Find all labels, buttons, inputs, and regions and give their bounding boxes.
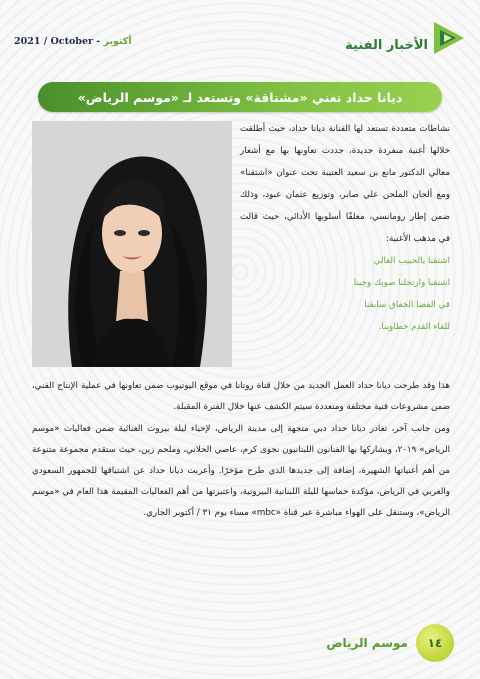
intro-paragraph: نشاطات متعددة تستعد لها الفنانة ديانا حداد، حيث أطلقت خلالها أغنية منفردة جديدة، جددت تعاونها بها مع أشعار معالي الدكتور مانع بن سعيد العتيبة تحت عنوان «اشتقنا» ومع ألحان الملحن علي صابر، وتوزيع عثمان عبود، وذلك ضمن إطار رومانسي، مغلفًا أسلوبها الأدائي، حيث قالت في مذهب الأغنية: — [240, 124, 450, 244]
page-header — [0, 14, 480, 64]
article-title: ديانا حداد تغني «مشتاقة» وتستعد لـ «موسم الرياض» — [77, 89, 403, 105]
song-lyrics — [240, 250, 450, 338]
portrait-illustration — [32, 121, 232, 367]
page-number-badge — [416, 624, 454, 662]
issue-date-arabic: أكتوبر — [103, 36, 132, 47]
brand-block — [345, 18, 468, 62]
article-body — [32, 376, 450, 524]
article-title-bar — [38, 82, 442, 112]
issue-date-latin: 2021 / October - — [14, 36, 104, 47]
section-label: موسم الرياض — [326, 636, 408, 650]
page-footer — [0, 620, 480, 670]
lyric-line: في الفضا الخفاق سابقنا — [364, 300, 450, 310]
issue-date — [14, 36, 132, 47]
lyric-line: للقاء القدم خطاوينا. — [378, 322, 450, 332]
page-number: ١٤ — [427, 636, 443, 650]
article-photo — [32, 121, 232, 367]
lyric-line: اشتقنا يالحبيب الغالي — [373, 256, 450, 266]
intro-column — [240, 118, 450, 338]
brand-logo-icon — [430, 18, 468, 58]
body-paragraph: ومن جانب آخر، تغادر ديانا حداد دبي متجهة إلى مدينة الرياض، لإحياء ليلة بيروت الغنائية ضمن فعاليات «موسم الرياض» ٢٠١٩، ويشاركها بها الفنانون اللبنانيون نجوى كرم، عاصي الحلاني، وملحم زين، حيث ستقدم مجموعة متنوعة من أهم أغنياتها الشهيرة، إضافة إلى جديدها الذي طرح مؤخرًا. وأعربت ديانا حداد عن اشتياقها للجمهور السعودي والعربي في الرياض، مؤكدة حماسها لليلة اللبنانية البيروتية، واعتبرتها من أهم الفعاليات المقيمة هذا العام في «موسم الرياض»، وستنقل على الهواء مباشرة عبر قناة «mbc» مساء يوم ٣١ / أكتوبر الجاري. — [32, 424, 451, 518]
brand-name: الأخبار الفنية — [345, 38, 428, 53]
body-paragraph: هذا وقد طرحت ديانا حداد العمل الجديد من خلال قناة روتانا في موقع اليوتيوب ضمن تعاونها في عملية الإنتاج الفني، ضمن مشروعات فنية مختلفة ومتعددة سيتم الكشف عنها خلال الفترة المقبلة. — [32, 381, 450, 412]
lyric-line: اشتقنا وارتحلنا صوبك وجينا — [353, 278, 450, 288]
